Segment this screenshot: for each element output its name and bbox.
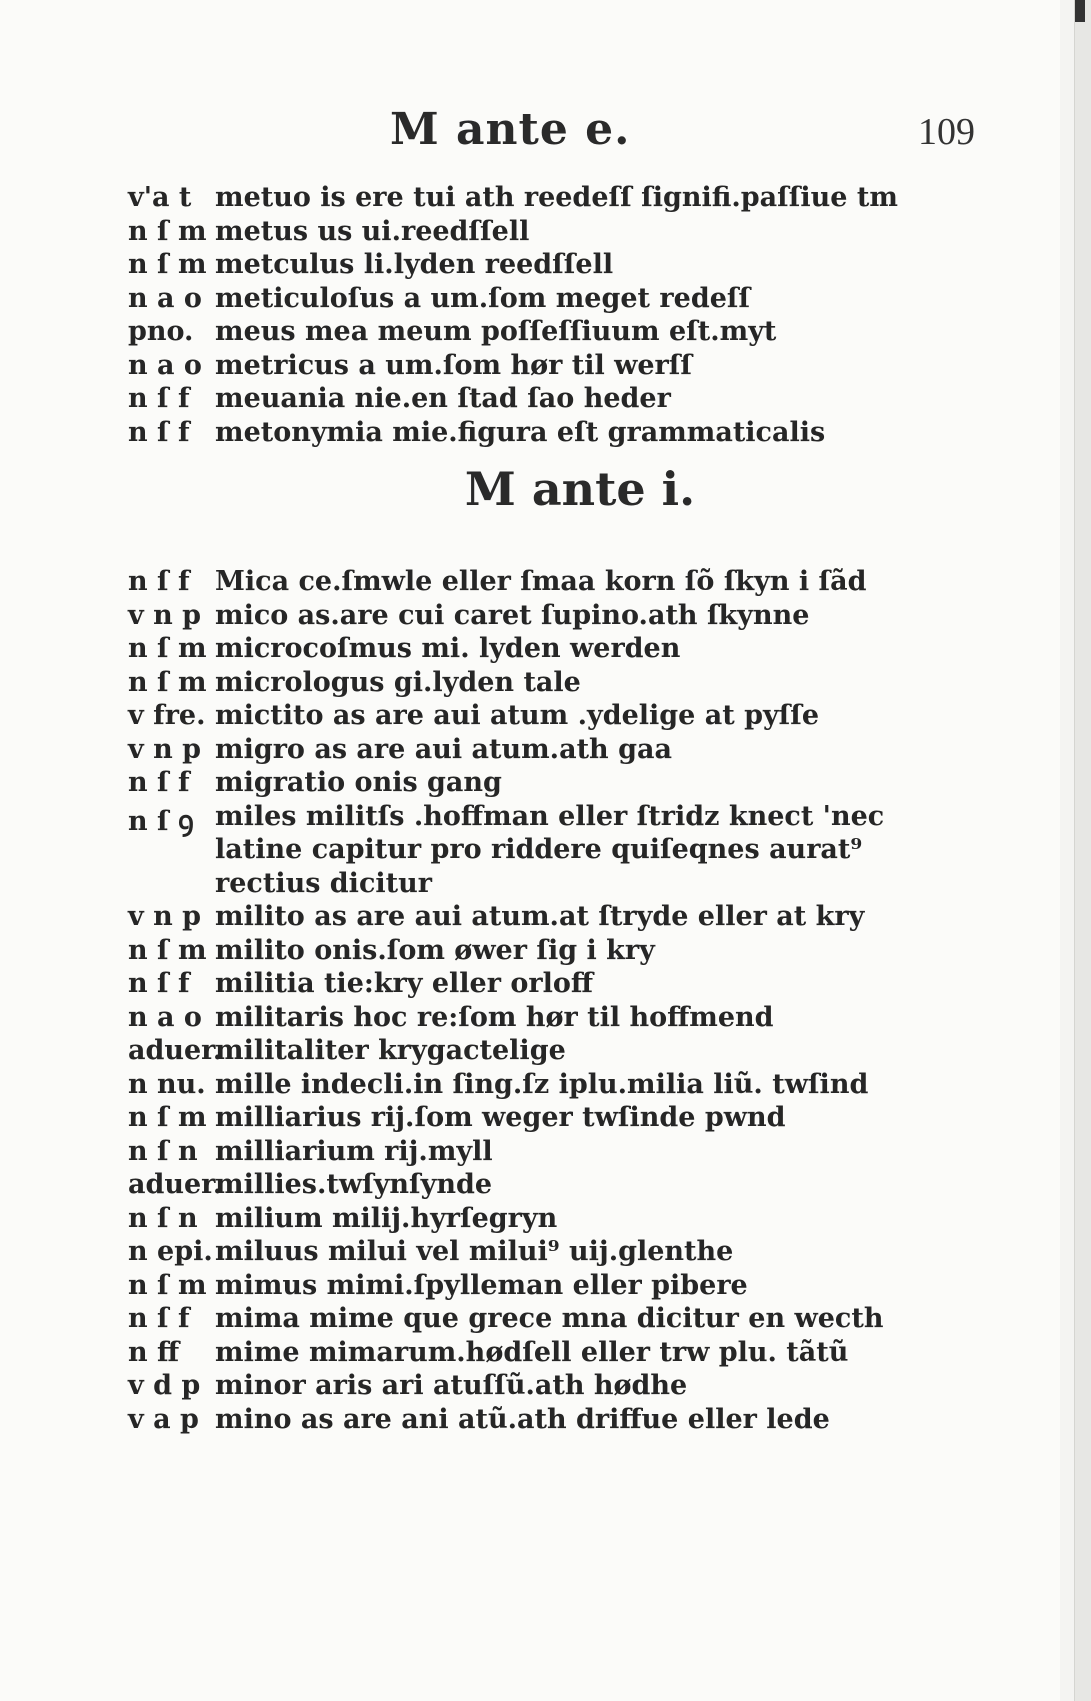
grammar-code: n ſ f bbox=[128, 383, 190, 414]
grammar-code: n ſ f bbox=[128, 767, 190, 798]
dictionary-entry bbox=[0, 767, 1060, 801]
grammar-code: aduer. bbox=[128, 1035, 223, 1066]
running-heading: M ante e. bbox=[390, 104, 631, 155]
grammar-code: n ſ m bbox=[128, 633, 207, 664]
grammar-code: v a p bbox=[128, 1403, 199, 1435]
entry-text: mime mimarum.hødſell eller trw plu. tãtũ bbox=[215, 1336, 849, 1368]
dictionary-entry bbox=[0, 316, 1060, 350]
grammar-code: n ſ m bbox=[128, 249, 207, 280]
entry-text: millies.twſynſynde bbox=[215, 1169, 493, 1200]
dictionary-entry bbox=[0, 1169, 1060, 1203]
dictionary-entry bbox=[0, 1203, 1060, 1237]
grammar-code: n ſ f bbox=[128, 968, 190, 999]
dictionary-entry bbox=[0, 1370, 1060, 1404]
dictionary-entry bbox=[0, 834, 1060, 868]
entry-text: meuania nie.en ſtad ſao heder bbox=[215, 383, 671, 414]
grammar-code: n epi. bbox=[128, 1236, 213, 1267]
entry-text: mino as are ani atũ.ath driffue eller lede bbox=[215, 1403, 830, 1435]
grammar-code: n ſ n bbox=[128, 1202, 198, 1234]
dictionary-entry bbox=[0, 383, 1060, 417]
entry-text: minor aris ari atuſſũ.ath hødhe bbox=[215, 1370, 688, 1401]
entry-text: mictito as are aui atum .ydelige at pyſſe bbox=[215, 700, 820, 731]
dictionary-entry bbox=[0, 600, 1060, 634]
dictionary-entry bbox=[0, 901, 1060, 935]
entry-text: milium milij.hyrſegryn bbox=[215, 1202, 558, 1234]
entry-text: migro as are aui atum.ath gaa bbox=[215, 733, 672, 765]
dictionary-entry bbox=[0, 1136, 1060, 1170]
dictionary-entry bbox=[0, 1069, 1060, 1103]
entry-text: milliarius rij.ſom weger twſinde pwnd bbox=[215, 1102, 786, 1133]
dictionary-entry bbox=[0, 1270, 1060, 1304]
entry-text: militaris hoc re:ſom hør til hoffmend bbox=[215, 1001, 774, 1033]
dictionary-entry bbox=[0, 1035, 1060, 1069]
dictionary-entry bbox=[0, 1303, 1060, 1337]
entry-text: metculus li.lyden reedſſell bbox=[215, 249, 614, 280]
entry-text: milito as are aui atum.at ſtryde eller at kry bbox=[215, 901, 865, 932]
grammar-code: n ſ m bbox=[128, 1102, 207, 1133]
grammar-code: n ſ f bbox=[128, 416, 190, 448]
grammar-code: n nu. bbox=[128, 1068, 206, 1100]
entry-text: miles militſs .hoffman eller ſtridz knect 'nec bbox=[215, 800, 885, 832]
grammar-code: n ſ m bbox=[128, 1269, 207, 1301]
grammar-code: n a o bbox=[128, 349, 202, 381]
grammar-code: n a o bbox=[128, 282, 202, 314]
dictionary-entry bbox=[0, 734, 1060, 768]
entry-text: microcoſmus mi. lyden werden bbox=[215, 633, 681, 664]
entry-text: rectius dicitur bbox=[215, 867, 432, 899]
dictionary-entry bbox=[0, 633, 1060, 667]
entry-text: migratio onis gang bbox=[215, 767, 502, 798]
entry-text: mille indecli.in ſing.ſz iplu.milia liũ. twſind bbox=[215, 1068, 869, 1100]
entries-m-ante-i bbox=[0, 566, 1060, 1437]
dictionary-entry bbox=[0, 1337, 1060, 1371]
grammar-code: aduer. bbox=[128, 1169, 223, 1200]
dictionary-entry bbox=[0, 1102, 1060, 1136]
entry-text: meus mea meum poſſeſſiuum eſt.myt bbox=[215, 316, 777, 347]
section-heading-m-ante-i: M ante i. bbox=[464, 462, 696, 516]
dictionary-entry bbox=[0, 968, 1060, 1002]
entry-text: meticuloſus a um.ſom meget redeſſ bbox=[215, 282, 751, 314]
grammar-code: v n p bbox=[128, 599, 201, 631]
entry-text: militaliter krygactelige bbox=[215, 1035, 566, 1066]
grammar-code: n ſ n bbox=[128, 1135, 198, 1167]
dictionary-entry bbox=[0, 566, 1060, 600]
dictionary-entry bbox=[0, 700, 1060, 734]
edge-mark bbox=[1075, 0, 1085, 22]
dictionary-entry bbox=[0, 868, 1060, 902]
dictionary-entry bbox=[0, 182, 1060, 216]
grammar-code: n ff bbox=[128, 1336, 180, 1368]
dictionary-entry bbox=[0, 935, 1060, 969]
page-number: 109 bbox=[918, 111, 975, 153]
entry-text: metus us ui.reedſſell bbox=[215, 215, 530, 247]
grammar-code: n ſ m bbox=[128, 215, 207, 247]
dictionary-entry bbox=[0, 1404, 1060, 1438]
grammar-code: n ſ f bbox=[128, 1303, 190, 1334]
dictionary-entry bbox=[0, 283, 1060, 317]
entry-text: mima mime que grece mna dicitur en wecth bbox=[215, 1303, 884, 1334]
grammar-code: v n p bbox=[128, 733, 201, 765]
entry-text: mimus mimi.ſpylleman eller pibere bbox=[215, 1269, 748, 1301]
dictionary-entry bbox=[0, 350, 1060, 384]
dictionary-entry bbox=[0, 1236, 1060, 1270]
dictionary-entry bbox=[0, 249, 1060, 283]
page-header bbox=[0, 104, 1060, 164]
grammar-code: v'a t bbox=[128, 182, 192, 213]
grammar-code: v fre. bbox=[128, 700, 206, 731]
grammar-code: pno. bbox=[128, 316, 194, 347]
dictionary-entry bbox=[0, 667, 1060, 701]
entry-text: miluus milui vel milui⁹ uij.glenthe bbox=[215, 1236, 734, 1267]
grammar-code: v d p bbox=[128, 1370, 201, 1401]
grammar-code: n ſ m bbox=[128, 666, 207, 698]
entry-text: milito onis.ſom øwer ſig i kry bbox=[215, 934, 655, 966]
dictionary-entry bbox=[0, 216, 1060, 250]
entry-text: latine capitur pro riddere quiſeqnes aurat⁹ bbox=[215, 834, 863, 865]
entries-m-ante-e bbox=[0, 182, 1060, 450]
grammar-code: n a o bbox=[128, 1001, 202, 1033]
grammar-code: n ſ f bbox=[128, 566, 190, 597]
entry-text: militia tie:kry eller orloff bbox=[215, 968, 594, 999]
entry-text: metuo is ere tui ath reedeſſ ſignifi.paſſiue tm bbox=[215, 182, 898, 213]
dictionary-entry bbox=[0, 801, 1060, 835]
entry-text: milliarium rij.myll bbox=[215, 1135, 493, 1167]
entry-text: micrologus gi.lyden tale bbox=[215, 666, 581, 698]
dictionary-entry bbox=[0, 417, 1060, 451]
entry-text: mico as.are cui caret ſupino.ath ſkynne bbox=[215, 599, 810, 631]
grammar-code: n ſ m bbox=[128, 934, 207, 966]
entry-text: metricus a um.ſom hør til werſſ bbox=[215, 349, 692, 381]
grammar-code: v n p bbox=[128, 901, 201, 932]
entry-text: Mica ce.ſmwle eller ſmaa korn ſõ ſkyn i ſãd bbox=[215, 566, 867, 597]
grammar-code: n ſ ꝯ bbox=[128, 805, 194, 837]
page-edge bbox=[1074, 0, 1091, 1701]
entry-text: metonymia mie.figura eſt grammaticalis bbox=[215, 416, 826, 448]
dictionary-entry bbox=[0, 1002, 1060, 1036]
